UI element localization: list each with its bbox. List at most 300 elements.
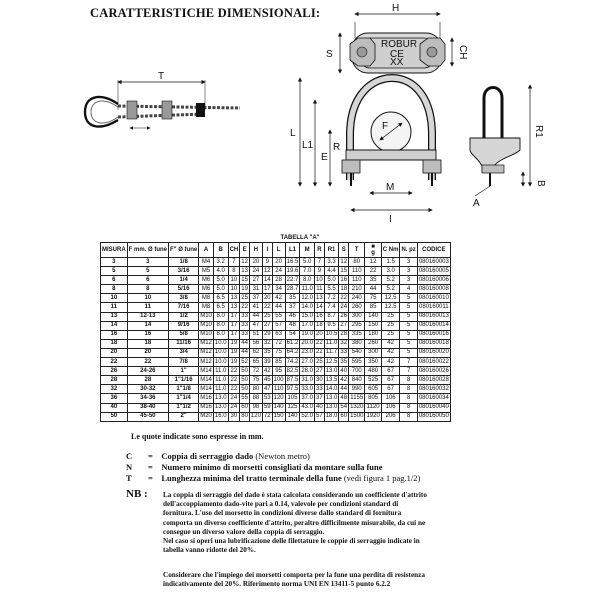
table-cell: M14 [199,376,214,385]
table-cell: 30 [315,376,325,385]
table-cell: 50 [240,367,250,376]
table-cell: 20 [249,258,262,267]
table-cell: 8.0 [213,312,228,321]
dim-A-label: A [473,198,480,209]
table-cell: 32 [262,339,272,348]
table-cell: 11.0 [213,367,228,376]
table-cell: 260 [349,303,365,312]
table-cell: 22 [228,385,240,394]
table-cell: 5 [101,267,128,276]
table-cell: 28.7 [285,285,300,294]
table-cell: 080160010 [417,294,450,303]
table-cell: 25 [381,321,400,330]
table-cell: 72 [272,339,285,348]
table-cell: 41 [249,303,262,312]
technical-drawing [0,0,600,235]
table-cell: 380 [349,339,365,348]
col-header: N. pz [400,243,417,258]
table-cell: 2" [169,412,199,421]
table-cell: 3.0 [381,267,400,276]
table-cell: 35 [285,294,300,303]
table-cell: 29 [262,330,272,339]
table-cell: 11/16 [169,339,199,348]
table-cell: 24 [249,267,262,276]
table-row [101,330,451,339]
table-cell: 20 [262,294,272,303]
table-cell: 11.0 [300,285,315,294]
legend-item-n: N = Numero minimo di morsetti consigliati da montare sulla fune [126,462,383,472]
table-cell: 150 [365,321,381,330]
table-cell: 26 [101,367,128,376]
table-cell: 106 [381,394,400,403]
table-cell: 1.5 [381,258,400,267]
table-cell: 30-32 [127,385,168,394]
table-cell: 335 [349,330,365,339]
table-cell: 25 [262,312,272,321]
table-cell: 3.2 [213,258,228,267]
table-cell: 5.0 [213,276,228,285]
table-cell: 17 [228,330,240,339]
table-cell: 22 [101,358,128,367]
table-cell: M12 [199,348,214,357]
table-cell: 60 [339,412,349,421]
table-cell: 10 [101,294,128,303]
table-cell: 24 [228,403,240,412]
table-cell: 12 [262,267,272,276]
table-row [101,367,451,376]
table-cell: 16 [315,312,325,321]
table-cell: 95 [272,367,285,376]
table-cell: 64.2 [285,348,300,357]
nut-marking-xx: XX [390,57,404,68]
table-cell: 72 [249,367,262,376]
table-cell: 15.0 [300,312,315,321]
table-cell: 36 [101,394,128,403]
table-row [101,276,451,285]
table-cell: 9 [315,267,325,276]
table-cell: 14.0 [300,303,315,312]
table-cell: 18 [315,321,325,330]
clip-top-view [326,3,468,73]
table-cell: 40 [339,367,349,376]
table-cell: 080160008 [417,285,450,294]
table-cell: 106 [381,403,400,412]
table-cell: 46 [285,312,300,321]
table-cell: 20 [101,348,128,357]
table-cell: M10 [199,321,214,330]
table-cell: 47 [262,385,272,394]
table-cell: 7 [228,258,240,267]
table-cell: 16.0 [213,412,228,421]
col-header: A [199,243,214,258]
table-cell: 5.2 [381,276,400,285]
table-cell: 1"1/16 [169,376,199,385]
table-cell: 8 [400,412,417,421]
table-cell: 8 [400,403,417,412]
table-cell: 11.7 [324,348,339,357]
table-cell: 19.6 [285,267,300,276]
table-cell: 12.5 [381,303,400,312]
table-cell: 13 [315,294,325,303]
table-cell: 27 [315,367,325,376]
table-cell: 19 [240,285,250,294]
table-row [101,285,451,294]
table-cell: 7.0 [300,267,315,276]
nb-paragraph: La coppia di serraggio del dado è stata calcolata considerando un coefficiente d'attrito dell'accoppiamento dado-vite pari a 0.14, valevole per condizioni standard di fornitura. L'uso del morsetto in condizioni diverse dallo standard di fornitura comporta un diverso coefficiente d'attrito, peraltro difficilmente misurabile, da cui ne consegue un diverso valore della coppia di serraggio. Nel caso si operi una lubrificazione delle filettature le coppie di serraggio indicate in tabella vanno ridotte del 20%. [163,491,427,555]
table-cell: 24-26 [127,367,168,376]
table-cell: M4 [199,258,214,267]
table-cell: 28 [339,330,349,339]
table-cell: 1500 [349,412,365,421]
table-cell: 37 [315,394,325,403]
table-cell: 50 [101,412,128,421]
table-cell: 53 [262,394,272,403]
table-cell: 080160018 [417,339,450,348]
table-cell: 5 [400,348,417,357]
table-cell: 15 [339,267,349,276]
table-cell: 12.0 [300,294,315,303]
table-cell: 16 [127,330,168,339]
table-cell: 1920 [365,412,381,421]
table-cell: 13 [240,267,250,276]
table-cell: 17.0 [300,321,315,330]
table-cell: 85 [272,358,285,367]
table-cell: 5 [400,312,417,321]
table-cell: 26 [339,312,349,321]
col-header: M [300,243,315,258]
table-cell: 38-40 [127,403,168,412]
table-cell: 85 [365,303,381,312]
table-body [101,258,451,422]
table-cell: 140 [285,412,300,421]
table-cell: 13.0 [213,394,228,403]
table-row [101,339,451,348]
table-row [101,258,451,267]
table-cell: 18.0 [324,412,339,421]
table-cell: 50 [240,376,250,385]
table-cell: 8.0 [213,321,228,330]
table-cell: 10.0 [213,348,228,357]
table-cell: 42 [262,367,272,376]
dim-E-label: E [321,152,328,163]
table-cell: 080160005 [417,267,450,276]
table-cell: 25 [240,294,250,303]
table-cell: 60 [240,403,250,412]
col-header: B [213,243,228,258]
table-cell: 300 [349,312,365,321]
table-cell: 13 [101,312,128,321]
table-cell: 12 [365,258,381,267]
table-cell: 11 [101,303,128,312]
table-cell: 5.0 [213,285,228,294]
table-cell: 33.0 [300,385,315,394]
table-cell: 24 [272,267,285,276]
table-cell: 1155 [349,394,365,403]
table-cell: 080160013 [417,312,450,321]
table-title: TABELLA "A" [280,235,320,241]
table-cell: 120 [272,394,285,403]
table-cell: 12-13 [127,312,168,321]
table-cell: 22 [228,367,240,376]
table-cell: 8.0 [300,276,315,285]
dim-R1-label: R1 [533,125,544,138]
table-cell: 12 [240,258,250,267]
table-cell: 3 [127,258,168,267]
table-cell: 28 [272,276,285,285]
table-cell: 20 [272,258,285,267]
table-header-row [101,243,451,258]
table-cell: 80 [349,258,365,267]
table-row [101,294,451,303]
table-cell: 22 [262,303,272,312]
table-cell: 080160022 [417,358,450,367]
table-cell: 110 [349,276,365,285]
col-header: L [272,243,285,258]
dim-L-label: L [290,128,296,139]
dim-S-label: S [326,49,333,60]
table-cell: 52 [240,358,250,367]
rope-assembly-view [85,71,240,128]
table-cell: M20 [199,412,214,421]
table-cell: 605 [365,385,381,394]
col-header: R [315,243,325,258]
table-cell: 32 [101,385,128,394]
legend-item-c: C = Coppia di serraggio dado (Newton metro) [126,451,310,461]
page-title: CARATTERISTICHE DIMENSIONALI: [90,6,321,20]
table-cell: 11.0 [213,385,228,394]
table-cell: 6 [101,276,128,285]
table-cell: 7 [400,367,417,376]
table-footnote: Le quote indicate sono espresse in mm. [131,432,264,441]
table-cell: 5 [127,267,168,276]
nb-label: NB : [126,488,148,500]
table-cell: 17 [228,312,240,321]
table-cell: 17 [228,321,240,330]
table-cell: 32 [339,339,349,348]
table-cell: 525 [365,376,381,385]
table-cell: 24 [228,394,240,403]
table-cell: 8 [400,394,417,403]
table-cell: 34 [272,285,285,294]
clip-front-view [290,78,441,225]
table-cell: 50 [240,385,250,394]
dimensions-table [100,242,451,422]
table-cell: 11.0 [324,339,339,348]
table-cell: 51 [249,330,262,339]
weight-icon: ■ [371,244,375,250]
table-cell: 7/16 [169,303,199,312]
table-cell: 30 [228,412,240,421]
table-cell: 7 [400,358,417,367]
table-cell: 65 [249,358,262,367]
table-cell: 45-50 [127,412,168,421]
col-header: CODICE [417,243,450,258]
table-cell: 080160016 [417,330,450,339]
table-cell: 22 [315,348,325,357]
table-cell: 39 [262,358,272,367]
nut-marking-robur: ROBUR [381,39,418,50]
table-cell: M14 [199,385,214,394]
table-cell: 42 [272,294,285,303]
table-cell: 19.0 [300,330,315,339]
table-cell: 44 [365,285,381,294]
table-cell: 260 [365,339,381,348]
table-cell: 16 [339,276,349,285]
table-cell: 6.5 [213,303,228,312]
table-cell: 80 [240,412,250,421]
table-cell: 295 [349,321,365,330]
table-cell: 990 [349,385,365,394]
dim-I-label: I [389,214,392,225]
table-cell: 74.2 [285,358,300,367]
table-cell: 33 [240,321,250,330]
table-cell: 19 [228,339,240,348]
clip-side-view [470,85,546,209]
table-cell: M10 [199,312,214,321]
table-cell: 63 [272,330,285,339]
table-cell: 17 [262,285,272,294]
table-cell: 37 [285,303,300,312]
table-cell: M10 [199,330,214,339]
table-cell: 11 [127,303,168,312]
dim-CH-label: CH [457,45,468,60]
table-cell: 97.5 [285,385,300,394]
table-cell: 37 [249,294,262,303]
col-header: I [262,243,272,258]
table-cell: 25 [315,358,325,367]
col-header: L1 [285,243,300,258]
table-cell: 10.0 [213,339,228,348]
table-cell: 8.0 [213,330,228,339]
table-cell: 40 [315,403,325,412]
table-cell: 080160040 [417,403,450,412]
table-cell: 140 [365,312,381,321]
table-cell: 10 [228,276,240,285]
table-cell: 13.0 [324,367,339,376]
table-row [101,312,451,321]
table-row [101,376,451,385]
col-header: CH [228,243,240,258]
table-row [101,394,451,403]
table-cell: 67 [381,385,400,394]
table-cell: 110 [272,385,285,394]
table-cell: 12 [339,258,349,267]
table-cell: 3 [101,258,128,267]
table-cell: 7 [315,258,325,267]
dim-L1-label: L1 [302,140,314,151]
table-cell: 300 [365,348,381,357]
table-cell: 27 [262,321,272,330]
table-cell: 11 [315,285,325,294]
table-cell: 62 [249,348,262,357]
table-cell: 100 [272,376,285,385]
table-cell: 31 [249,285,262,294]
table-cell: 56 [249,339,262,348]
table-cell: 7.4 [324,303,339,312]
col-header: R1 [324,243,339,258]
table-cell: 20 [127,348,168,357]
table-cell: 22 [240,303,250,312]
table-cell: 13.5 [324,376,339,385]
table-cell: 35 [365,276,381,285]
table-cell: 19 [228,358,240,367]
table-cell: 16 [101,330,128,339]
table-cell: 37.0 [300,394,315,403]
table-cell: 8 [400,376,417,385]
table-cell: 22 [339,294,349,303]
table-cell: 44 [240,339,250,348]
dim-T-label: T [158,71,165,82]
table-cell: 82.5 [285,367,300,376]
dim-B-label: B [535,180,546,187]
table-cell: 22 [228,376,240,385]
table-cell: 105 [285,394,300,403]
table-cell: 25 [381,330,400,339]
table-cell: 1"1/2 [169,403,199,412]
table-cell: 33 [339,348,349,357]
table-cell: 75 [272,348,285,357]
table-cell: 20 [315,330,325,339]
table-row [101,358,451,367]
table-cell: 25 [381,312,400,321]
table-cell: 700 [349,367,365,376]
table-cell: 15 [240,276,250,285]
table-cell: M12 [199,339,214,348]
table-cell: 14 [101,321,128,330]
table-cell: 540 [349,348,365,357]
table-cell: 080160028 [417,376,450,385]
table-cell: 6.5 [213,294,228,303]
table-cell: 55 [240,394,250,403]
table-cell: 22 [315,339,325,348]
table-cell: 8 [127,285,168,294]
table-cell: 34-36 [127,394,168,403]
table-cell: 33 [315,385,325,394]
col-header: H [249,243,262,258]
table-cell: 080160020 [417,348,450,357]
table-cell: 42 [381,348,400,357]
table-cell: 080160050 [417,412,450,421]
table-cell: 1120 [365,403,381,412]
table-cell: 42 [381,339,400,348]
table-cell: 22 [365,267,381,276]
table-cell: 80 [249,385,262,394]
legend-item-t: T = Lunghezza minima del tratto terminale della fune (vedi figura 1 pag.1/2) [126,473,421,483]
table-cell: 5/8 [169,330,199,339]
table-cell: 98 [249,403,262,412]
table-row [101,412,451,421]
table-cell: 1" [169,367,199,376]
table-cell: 12.5 [324,358,339,367]
table-cell: 61.2 [285,339,300,348]
table-cell: 27.0 [300,358,315,367]
table-cell: 4.0 [213,267,228,276]
table-cell: 5.2 [381,285,400,294]
table-cell: 5 [400,330,417,339]
table-cell: 1"1/4 [169,394,199,403]
table-cell: 6 [127,276,168,285]
table-cell: 3 [400,276,417,285]
table-cell: 20.0 [300,339,315,348]
col-header: E [240,243,250,258]
table-cell: 19 [228,348,240,357]
table-cell: 54 [285,330,300,339]
table-cell: 45 [262,376,272,385]
table-cell: 080160003 [417,258,450,267]
table-cell: 3 [400,258,417,267]
table-cell: 10 [315,276,325,285]
table-cell: 33 [240,330,250,339]
